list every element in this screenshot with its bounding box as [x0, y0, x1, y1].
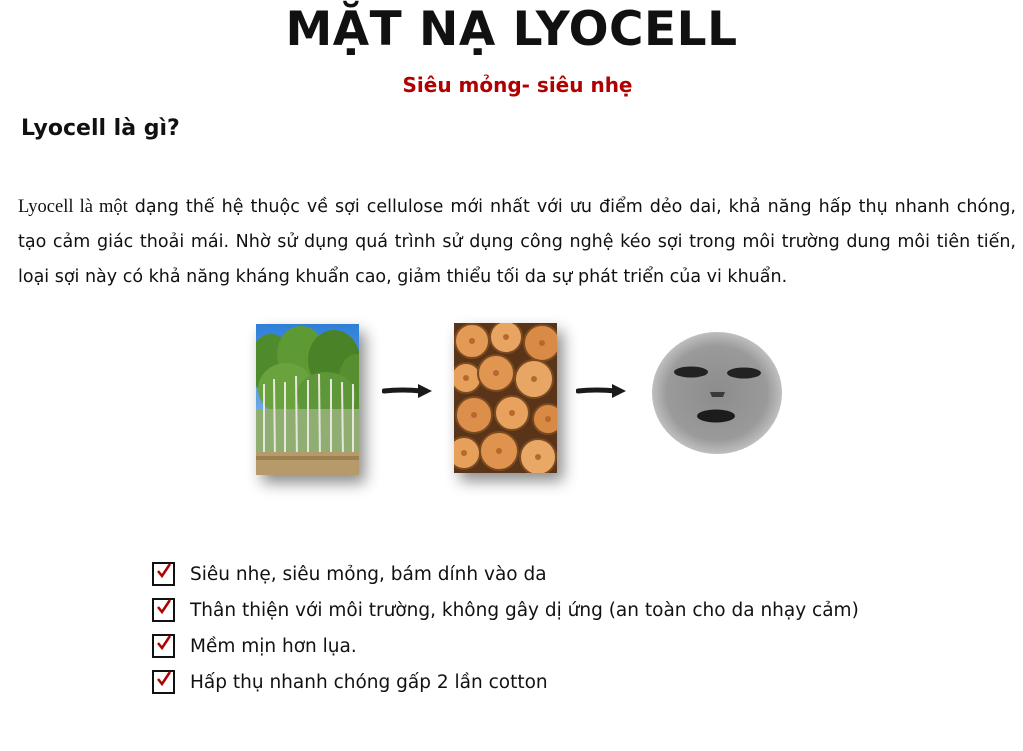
logs-image — [454, 323, 557, 473]
checkbox-icon — [152, 634, 175, 658]
feature-text: Thân thiện với môi trường, không gây dị ứng (an toàn cho da nhạy cảm) — [190, 599, 859, 621]
intro-lead: Lyocell là một — [18, 197, 128, 217]
feature-item — [152, 592, 859, 628]
arrow-icon — [576, 382, 628, 400]
intro-paragraph — [18, 190, 1016, 295]
intro-body: dạng thế hệ thuộc về sợi cellulose mới nhất với ưu điểm dẻo dai, khả năng hấp thụ nhanh chóng, tạo cảm giác thoải mái. Nhờ sử dụng quá trình sử dụng công nghệ kéo sợi trong môi trường dung môi tiên tiến, loại sợi này có khả năng kháng khuẩn cao, giảm thiểu tối da sự phát triển của vi khuẩn. — [18, 197, 1016, 287]
feature-item — [152, 556, 859, 592]
feature-item — [152, 664, 859, 700]
checkbox-icon — [152, 598, 175, 622]
feature-list — [152, 556, 859, 700]
section-heading: Lyocell là gì? — [21, 116, 180, 141]
checkbox-icon — [152, 562, 175, 586]
checkbox-icon — [152, 670, 175, 694]
arrow-icon — [382, 382, 434, 400]
feature-text: Mềm mịn hơn lụa. — [190, 635, 357, 657]
feature-text: Siêu nhẹ, siêu mỏng, bám dính vào da — [190, 563, 547, 585]
forest-image — [256, 324, 359, 475]
page-title: MẶT NẠ LYOCELL — [285, 2, 738, 57]
page-subtitle: Siêu mỏng- siêu nhẹ — [402, 73, 633, 97]
feature-text: Hấp thụ nhanh chóng gấp 2 lần cotton — [190, 671, 548, 693]
feature-item — [152, 628, 859, 664]
face-mask-image — [650, 330, 785, 456]
